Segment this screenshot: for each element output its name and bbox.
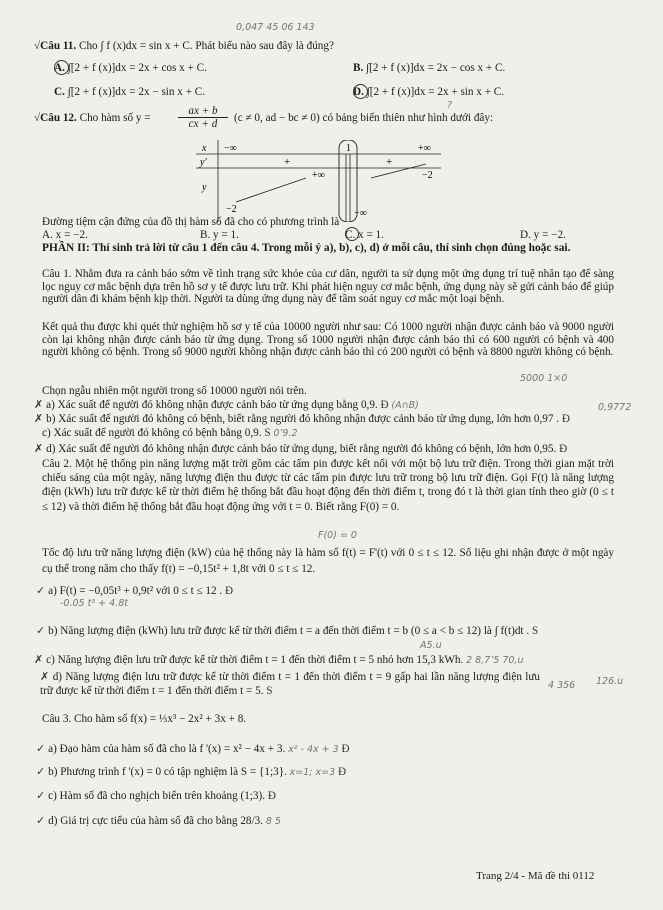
- circle-mark-a: [54, 60, 69, 75]
- q2-intro: Câu 2. Một hệ thống pin năng lượng mặt trời gồm các tấm pin được kết nối với một bộ lưu trữ điện. Trong thời gian mặt trời chiếu sáng của một ngày, năng lượng điện thu được từ các tấm pin được lưu trữ trong bộ lưu trữ điện. Gọi F(t) là năng lượng điện (kWh) lưu trữ được kể từ thời điểm hệ thống bắt đầu hoạt động đến thời điểm t, trong đó t là thời gian tính theo giờ (0 ≤ t ≤ 12) và thời điểm hệ thống bắt đầu hoạt động ứng với t = 0. Biết rằng F(0) = 0.: [42, 458, 614, 513]
- q2-item-c-text: c) Năng lượng điện lưu trữ được kể từ thời điểm t = 1 đến thời điểm t = 5 nhỏ hơn 15,3 kWh.: [46, 654, 464, 666]
- q12-option-d: D. y = −2.: [520, 229, 566, 241]
- q1-item-d-text: d) Xác suất để người đó không nhận được cảnh báo từ ứng dụng, biết rằng người đó không có bệnh, lớn hơn 0,95.: [46, 443, 557, 455]
- q12-fraction: [178, 105, 228, 130]
- check-mark: ✓: [36, 585, 46, 597]
- handwritten-note: 0’9.2: [273, 428, 298, 439]
- q12-option-c: C. x = 1.: [345, 229, 384, 241]
- cross-mark: ✗: [34, 443, 44, 455]
- q2-item-a: [36, 584, 233, 597]
- q1-item-b-text: b) Xác suất để người đó không có bệnh, biết rằng người đó không nhận được cảnh báo từ ứng dụng, lớn hơn 0,97 .: [46, 413, 560, 425]
- q3-prompt: Câu 3. Cho hàm số f(x) = ⅓x³ − 2x² + 3x + 8.: [42, 713, 247, 725]
- check-mark: ✓: [36, 815, 46, 827]
- q11-prompt-a: Cho: [79, 40, 98, 52]
- page-footer: Trang 2/4 - Mã đề thi 0112: [476, 870, 595, 882]
- true-mark: Đ: [380, 399, 389, 411]
- q1-item-a-text: a) Xác suất để người đó không nhận được cảnh báo từ ứng dụng bằng 0,9.: [46, 399, 378, 411]
- check-mark: ✓: [36, 790, 46, 802]
- q12-y-eq: y =: [135, 112, 151, 124]
- q3-item-b: [36, 765, 346, 778]
- q1-item-c: [42, 427, 298, 439]
- table-yprime-label: y': [200, 157, 207, 168]
- part2-heading: PHẦN II: Thí sinh trả lời từ câu 1 đến câu 4. Trong mỗi ý a), b), c), d) ở mỗi câu, thí sinh chọn đúng hoặc sai.: [42, 242, 571, 254]
- handwritten-work-d2: 126.u: [596, 676, 624, 687]
- table-pos-inf: +∞: [418, 143, 431, 154]
- true-mark: Đ: [559, 443, 568, 455]
- circle-mark-d: [353, 84, 368, 99]
- q2-item-d-text: d) Năng lượng điện lưu trữ được kể từ thời điểm t = 1 đến thời điểm t = 9 gấp hai lần năng lượng điện lưu trữ được kể từ thời điểm t = 1 đến thời điểm t = 5.: [40, 671, 540, 697]
- true-mark: Đ: [341, 743, 350, 755]
- false-mark: S: [266, 685, 273, 697]
- handwritten-f0: F(0) = 0: [318, 530, 357, 541]
- handwritten-derivative: x² - 4x + 3: [288, 744, 339, 755]
- q3-item-b-text: b) Phương trình f '(x) = 0 có tập nghiệm là S = {1;3}.: [48, 766, 287, 778]
- fraction-numerator: ax + b: [178, 105, 228, 118]
- q1-results: Kết quả thu được khi quét thử nghiệm hồ sơ y tế của 10000 người như sau: Có 1000 người nhận được cảnh báo và 9000 người còn lại không nhận được cảnh báo từ ứng dụng. Trong số 1000 người nhận được cảnh báo thì có 600 người có bệnh và 400 người không có bệnh. Trong số 9000 người không nhận được cảnh báo thì có 200 người có bệnh và 8800 người không có bệnh.: [42, 321, 614, 359]
- q2-item-b: [36, 624, 538, 637]
- check-mark: ✓: [36, 625, 46, 637]
- table-y-minus2-left: −2: [226, 204, 237, 215]
- q3-item-a: [36, 742, 350, 755]
- q11-letter-a: A.: [54, 62, 65, 74]
- q1-item-c-text: c) Xác suất để người đó không có bệnh bằng 0,9.: [42, 427, 262, 439]
- true-mark: Đ: [337, 766, 347, 778]
- q2-item-c: [34, 653, 523, 666]
- handwritten-roots: x=1; x=3: [289, 767, 336, 778]
- q11-letter-c: C.: [54, 86, 65, 98]
- handwritten-q3d: 8 5: [265, 816, 281, 827]
- circle-mark-c: [345, 227, 359, 241]
- true-mark: Đ: [225, 585, 234, 597]
- variation-table: [196, 140, 446, 222]
- q11-option-b-text: ∫[2 + f (x)]dx = 2x − cos x + C.: [366, 62, 506, 74]
- handwritten-work-d: 4 356: [548, 680, 576, 691]
- handwritten-note: (A∩B): [391, 400, 419, 411]
- q11-option-d: [353, 86, 504, 98]
- q2-item-a-text: a) F(t) = −0,05t³ + 0,9t² với 0 ≤ t ≤ 12 .: [48, 585, 223, 597]
- q1-intro: Câu 1. Nhằm đưa ra cảnh báo sớm về tình trạng sức khỏe của cư dân, người ta sử dụng một ứng dụng trí tuệ nhân tạo để sàng lọc nguy cơ mắc bệnh dựa trên hồ sơ y tế được lưu trữ. Khi phát hiện nguy cơ mắc bệnh, ứng dụng này sẽ gửi cảnh báo để giúp người dân đi khám bệnh kịp thời. Người ta dùng ứng dụng này để tầm soát nguy cơ mắc một loại bệnh.: [42, 268, 614, 306]
- q3-item-a-text: a) Đạo hàm của hàm số đã cho là f '(x) = x² − 4x + 3.: [48, 743, 286, 755]
- q12-prompt: [34, 112, 151, 124]
- q11-option-a: [54, 62, 207, 74]
- table-plus-left: +: [284, 156, 291, 168]
- cross-mark: ✗: [40, 671, 50, 683]
- handwritten-work-a: -0.05 t³ + 4.8t: [60, 598, 128, 609]
- table-x-label: x: [202, 143, 207, 154]
- q3-item-c: [36, 789, 276, 802]
- false-mark: S: [531, 625, 539, 637]
- q3-item-c-text: c) Hàm số đã cho nghịch biến trên khoảng (1;3).: [48, 790, 266, 802]
- q11-option-a-text: ∫[2 + f (x)]dx = 2x + cos x + C.: [67, 62, 207, 74]
- true-mark: Đ: [267, 790, 276, 802]
- q12-option-b: B. y = 1.: [200, 229, 239, 241]
- cross-mark: ✗: [34, 654, 44, 666]
- q12-prompt-a: Cho hàm số: [79, 112, 134, 124]
- q11-prompt-b: ∫ f (x)dx = sin x + C. Phát biểu nào sau đây là đúng?: [100, 40, 334, 52]
- q1-item-a: [34, 398, 419, 411]
- handwritten-probability: 0,9772: [598, 402, 632, 413]
- q3-item-d: [36, 814, 281, 827]
- q3-item-d-text: d) Giá trị cực tiểu của hàm số đã cho bằng 28/3.: [48, 815, 264, 827]
- false-mark: S: [264, 427, 271, 439]
- handwritten-note-top: 0,047 45 06 143: [236, 22, 315, 33]
- q12-option-a: A. x = −2.: [42, 229, 88, 241]
- cross-mark: ✗: [34, 413, 44, 425]
- q11-label: Câu 11.: [40, 40, 77, 52]
- q1-item-b: [34, 412, 570, 425]
- table-plus-right: +: [386, 156, 393, 168]
- table-neg-inf: −∞: [224, 143, 237, 154]
- q12-label: Câu 12.: [40, 112, 77, 124]
- table-y-neg-inf: −∞: [354, 208, 367, 219]
- table-y-minus2-right: −2: [422, 170, 433, 181]
- q1-select: Chọn ngẫu nhiên một người trong số 10000 người nói trên.: [42, 385, 307, 397]
- q11-option-c-text: ∫[2 + f (x)]dx = 2x − sin x + C.: [67, 86, 206, 98]
- q2-item-b-text: b) Năng lượng điện (kWh) lưu trữ được kể từ thời điểm t = a đến thời điểm t = b (0 ≤ a < b ≤ 12) là ∫ f(t)dt .: [48, 625, 530, 637]
- check-mark: ✓: [36, 743, 46, 755]
- fraction-denominator: cx + d: [188, 118, 218, 130]
- q11-prompt: [34, 40, 334, 52]
- q11-letter-d: D.: [353, 86, 364, 98]
- table-y-label: y: [202, 182, 207, 193]
- handwritten-count-note: 5000 1×0: [520, 373, 568, 384]
- cross-mark: ✗: [34, 399, 44, 411]
- check-mark: √: [34, 112, 41, 124]
- table-y-pos-inf: +∞: [312, 170, 325, 181]
- q1-item-d: [34, 442, 567, 455]
- q11-letter-b: B.: [353, 62, 364, 74]
- q11-option-d-text: ∫[2 + f (x)]dx = 2x + sin x + C.: [366, 86, 505, 98]
- handwritten-work-c: 2 8,7’5 70,u: [466, 655, 524, 666]
- handwritten-question-mark: ?: [447, 100, 453, 111]
- q12-condition: (c ≠ 0, ad − bc ≠ 0) có bảng biến thiên như hình dưới đây:: [234, 112, 494, 124]
- q2-rate: Tốc độ lưu trữ năng lượng điện (kW) của hệ thống này là hàm số f(t) = F'(t) với 0 ≤ t ≤ 12. Số liệu ghi nhận được ở một ngày cụ thể trong năm cho thấy f(t) = −0,15t² + 1,8t với 0 ≤ t ≤ 12.: [42, 547, 614, 575]
- table-one: 1: [346, 143, 351, 154]
- q11-option-b: [353, 62, 505, 74]
- handwritten-work-b: A5.u: [420, 640, 442, 651]
- q11-option-c: [54, 86, 205, 98]
- true-mark: Đ: [561, 413, 570, 425]
- check-mark: ✓: [36, 766, 46, 778]
- q12-question: Đường tiệm cận đứng của đồ thị hàm số đã cho có phương trình là: [42, 216, 340, 228]
- check-mark: √: [34, 40, 41, 52]
- q2-item-d: [40, 670, 540, 698]
